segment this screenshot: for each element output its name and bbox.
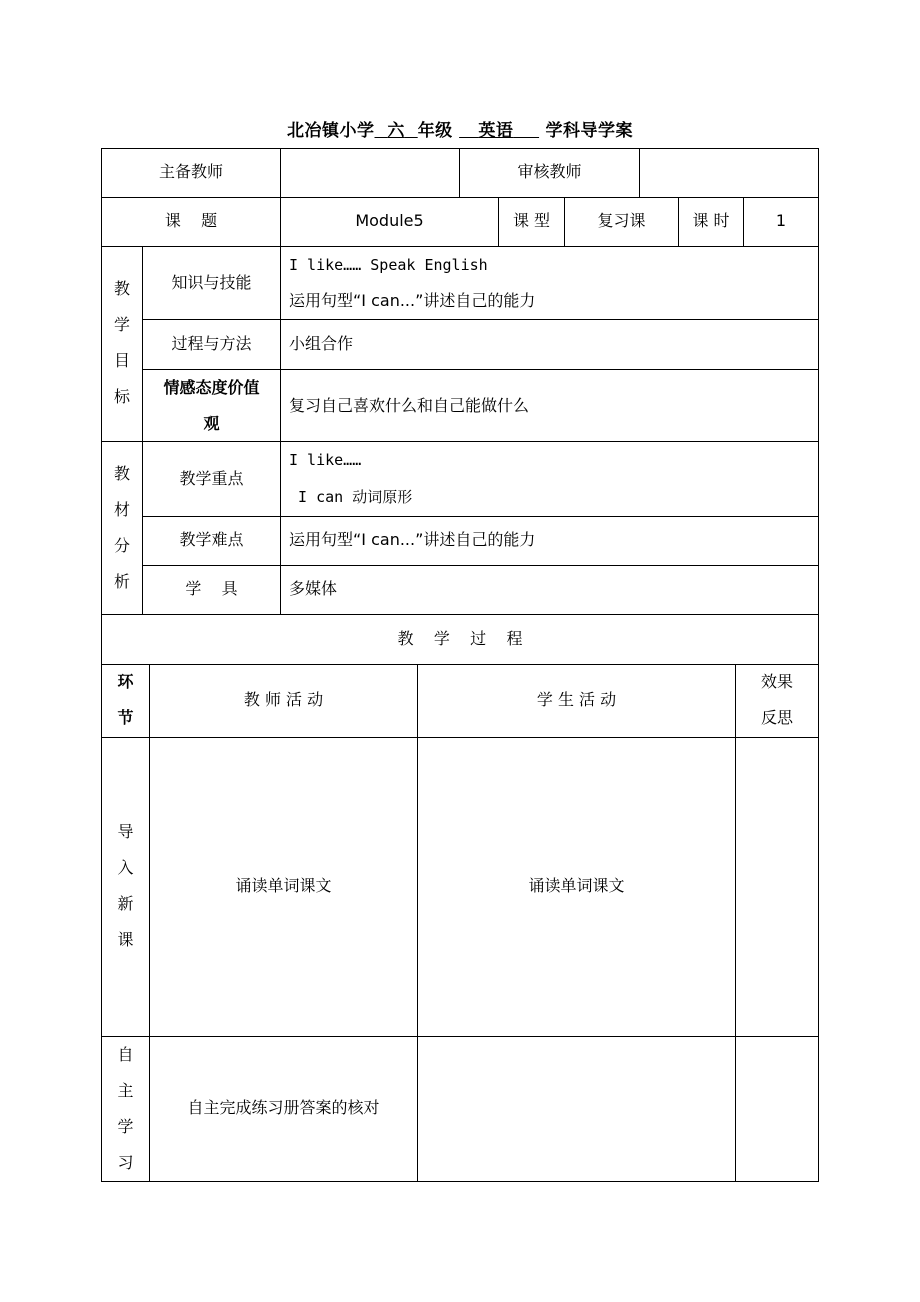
objective-attitude-line: 复习自己喜欢什么和自己能做什么 — [289, 396, 530, 415]
intro-teacher-activity: 诵读单词课文 — [235, 876, 332, 895]
topic-label: 课 题 — [164, 211, 218, 230]
objectives-group-label: 教 学 目 标 — [113, 279, 130, 406]
analysis-key-line-1: I like…… — [289, 451, 362, 469]
grade-value: 六 — [387, 121, 405, 141]
objective-knowledge-label: 知识与技能 — [171, 273, 252, 292]
stage-intro: 导 入 新 课 — [117, 822, 134, 949]
col-stage-header: 环 节 — [117, 672, 134, 727]
lead-teacher-label: 主备教师 — [158, 162, 223, 181]
title-suffix: 学科导学案 — [545, 121, 633, 141]
analysis-key-line-2: I can 动词原形 — [289, 488, 413, 506]
type-label: 课 型 — [512, 211, 551, 230]
process-title: 教 学 过 程 — [397, 629, 523, 648]
objective-process-label: 过程与方法 — [171, 334, 252, 353]
analysis-key-label: 教学重点 — [179, 469, 244, 488]
school-name: 北冶镇小学 — [287, 121, 375, 141]
analysis-difficulty-line: 运用句型“I can...”讲述自己的能力 — [289, 530, 536, 549]
analysis-group-label: 教 材 分 析 — [113, 464, 130, 591]
reviewer-label: 审核教师 — [517, 162, 582, 181]
col-student-header: 学 生 活 动 — [536, 690, 617, 709]
objective-knowledge-line-2: 运用句型“I can...”讲述自己的能力 — [289, 291, 536, 310]
col-teacher-header: 教 师 活 动 — [243, 690, 324, 709]
grade-label: 年级 — [417, 121, 453, 141]
analysis-tools-label: 学 具 — [185, 579, 238, 598]
topic-value: Module5 — [355, 211, 424, 230]
self-study-teacher-activity: 自主完成练习册答案的核对 — [187, 1098, 380, 1117]
period-value: 1 — [775, 211, 787, 230]
objective-attitude-label: 情感态度价值 观 — [163, 378, 260, 433]
analysis-difficulty-label: 教学难点 — [179, 530, 244, 549]
objective-process-line: 小组合作 — [289, 334, 354, 353]
type-value: 复习课 — [597, 211, 646, 230]
intro-student-activity: 诵读单词课文 — [528, 876, 625, 895]
period-label: 课 时 — [692, 211, 730, 230]
subject-value: 英语 — [478, 121, 514, 141]
col-reflect-header: 效果 反思 — [760, 672, 793, 727]
stage-self-study: 自 主 学 习 — [117, 1045, 134, 1172]
analysis-tools-line: 多媒体 — [289, 579, 338, 598]
objective-knowledge-line-1: I like…… Speak English — [289, 256, 488, 274]
